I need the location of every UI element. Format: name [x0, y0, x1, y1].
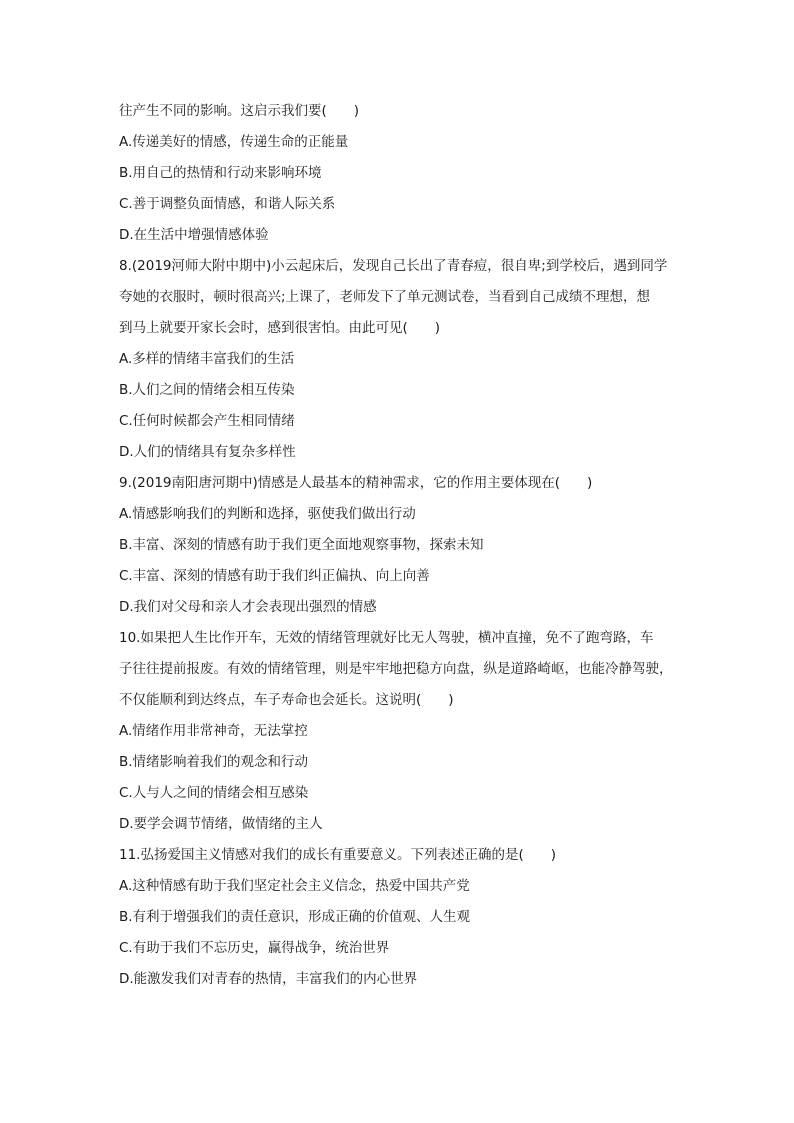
question-9-option-d: D.我们对父母和亲人才会表现出强烈的情感 — [119, 599, 377, 615]
question-7-option-c: C.善于调整负面情感，和谐人际关系 — [119, 196, 336, 212]
question-8-stem-line-2: 夸她的衣服时，顿时很高兴;上课了，老师发下了单元测试卷，当看到自己成绩不理想，想 — [119, 289, 651, 305]
question-11-option-c: C.有助于我们不忘历史，赢得战争，统治世界 — [119, 940, 390, 956]
question-8-option-d: D.人们的情绪具有复杂多样性 — [119, 444, 296, 460]
question-10-stem-line-1: 10.如果把人生比作开车，无效的情绪管理就好比无人驾驶，横冲直撞，免不了跑弯路，车 — [119, 630, 654, 646]
question-9-option-a: A.情感影响我们的判断和选择，驱使我们做出行动 — [119, 506, 416, 522]
question-11-option-a: A.这种情感有助于我们坚定社会主义信念，热爱中国共产党 — [119, 878, 470, 894]
question-7-option-a: A.传递美好的情感，传递生命的正能量 — [119, 134, 349, 150]
document-page — [119, 96, 679, 995]
question-10-option-c: C.人与人之间的情绪会相互感染 — [119, 785, 309, 801]
question-7 — [119, 96, 679, 251]
question-9-stem-line-1: 9.(2019南阳唐河期中)情感是人最基本的精神需求，它的作用主要体现在( ) — [119, 475, 593, 491]
question-8-option-b: B.人们之间的情绪会相互传染 — [119, 382, 295, 398]
question-10-option-a: A.情绪作用非常神奇，无法掌控 — [119, 723, 308, 739]
question-10-option-b: B.情绪影响着我们的观念和行动 — [119, 754, 309, 770]
question-8 — [119, 251, 679, 468]
question-11-option-d: D.能激发我们对青春的热情，丰富我们的内心世界 — [119, 971, 418, 987]
question-8-option-c: C.任何时候都会产生相同情绪 — [119, 413, 295, 429]
question-7-option-b: B.用自己的热情和行动来影响环境 — [119, 165, 322, 181]
question-11 — [119, 840, 679, 995]
question-11-stem-line-1: 11.弘扬爱国主义情感对我们的成长有重要意义。下列表述正确的是( ) — [119, 847, 557, 863]
question-8-option-a: A.多样的情绪丰富我们的生活 — [119, 351, 295, 367]
question-9-option-c: C.丰富、深刻的情感有助于我们纠正偏执、向上向善 — [119, 568, 430, 584]
question-11-option-b: B.有利于增强我们的责任意识，形成正确的价值观、人生观 — [119, 909, 471, 925]
question-8-stem-line-3: 到马上就要开家长会时，感到很害怕。由此可见( ) — [119, 320, 441, 336]
question-9-option-b: B.丰富、深刻的情感有助于我们更全面地观察事物，探索未知 — [119, 537, 484, 553]
question-8-stem-line-1: 8.(2019河师大附中期中)小云起床后，发现自己长出了青春痘，很自卑;到学校后，遇到同学 — [119, 258, 668, 274]
question-10-option-d: D.要学会调节情绪，做情绪的主人 — [119, 816, 323, 832]
question-10 — [119, 623, 679, 840]
question-7-option-d: D.在生活中增强情感体验 — [119, 227, 269, 243]
question-9 — [119, 468, 679, 623]
question-10-stem-line-3: 不仅能顺利到达终点，车子寿命也会延长。这说明( ) — [119, 692, 454, 708]
question-7-stem: 往产生不同的影响。这启示我们要( ) — [119, 103, 360, 119]
question-10-stem-line-2: 子往往提前报废。有效的情绪管理，则是牢牢地把稳方向盘，纵是道路崎岖，也能冷静驾驶， — [119, 661, 673, 677]
